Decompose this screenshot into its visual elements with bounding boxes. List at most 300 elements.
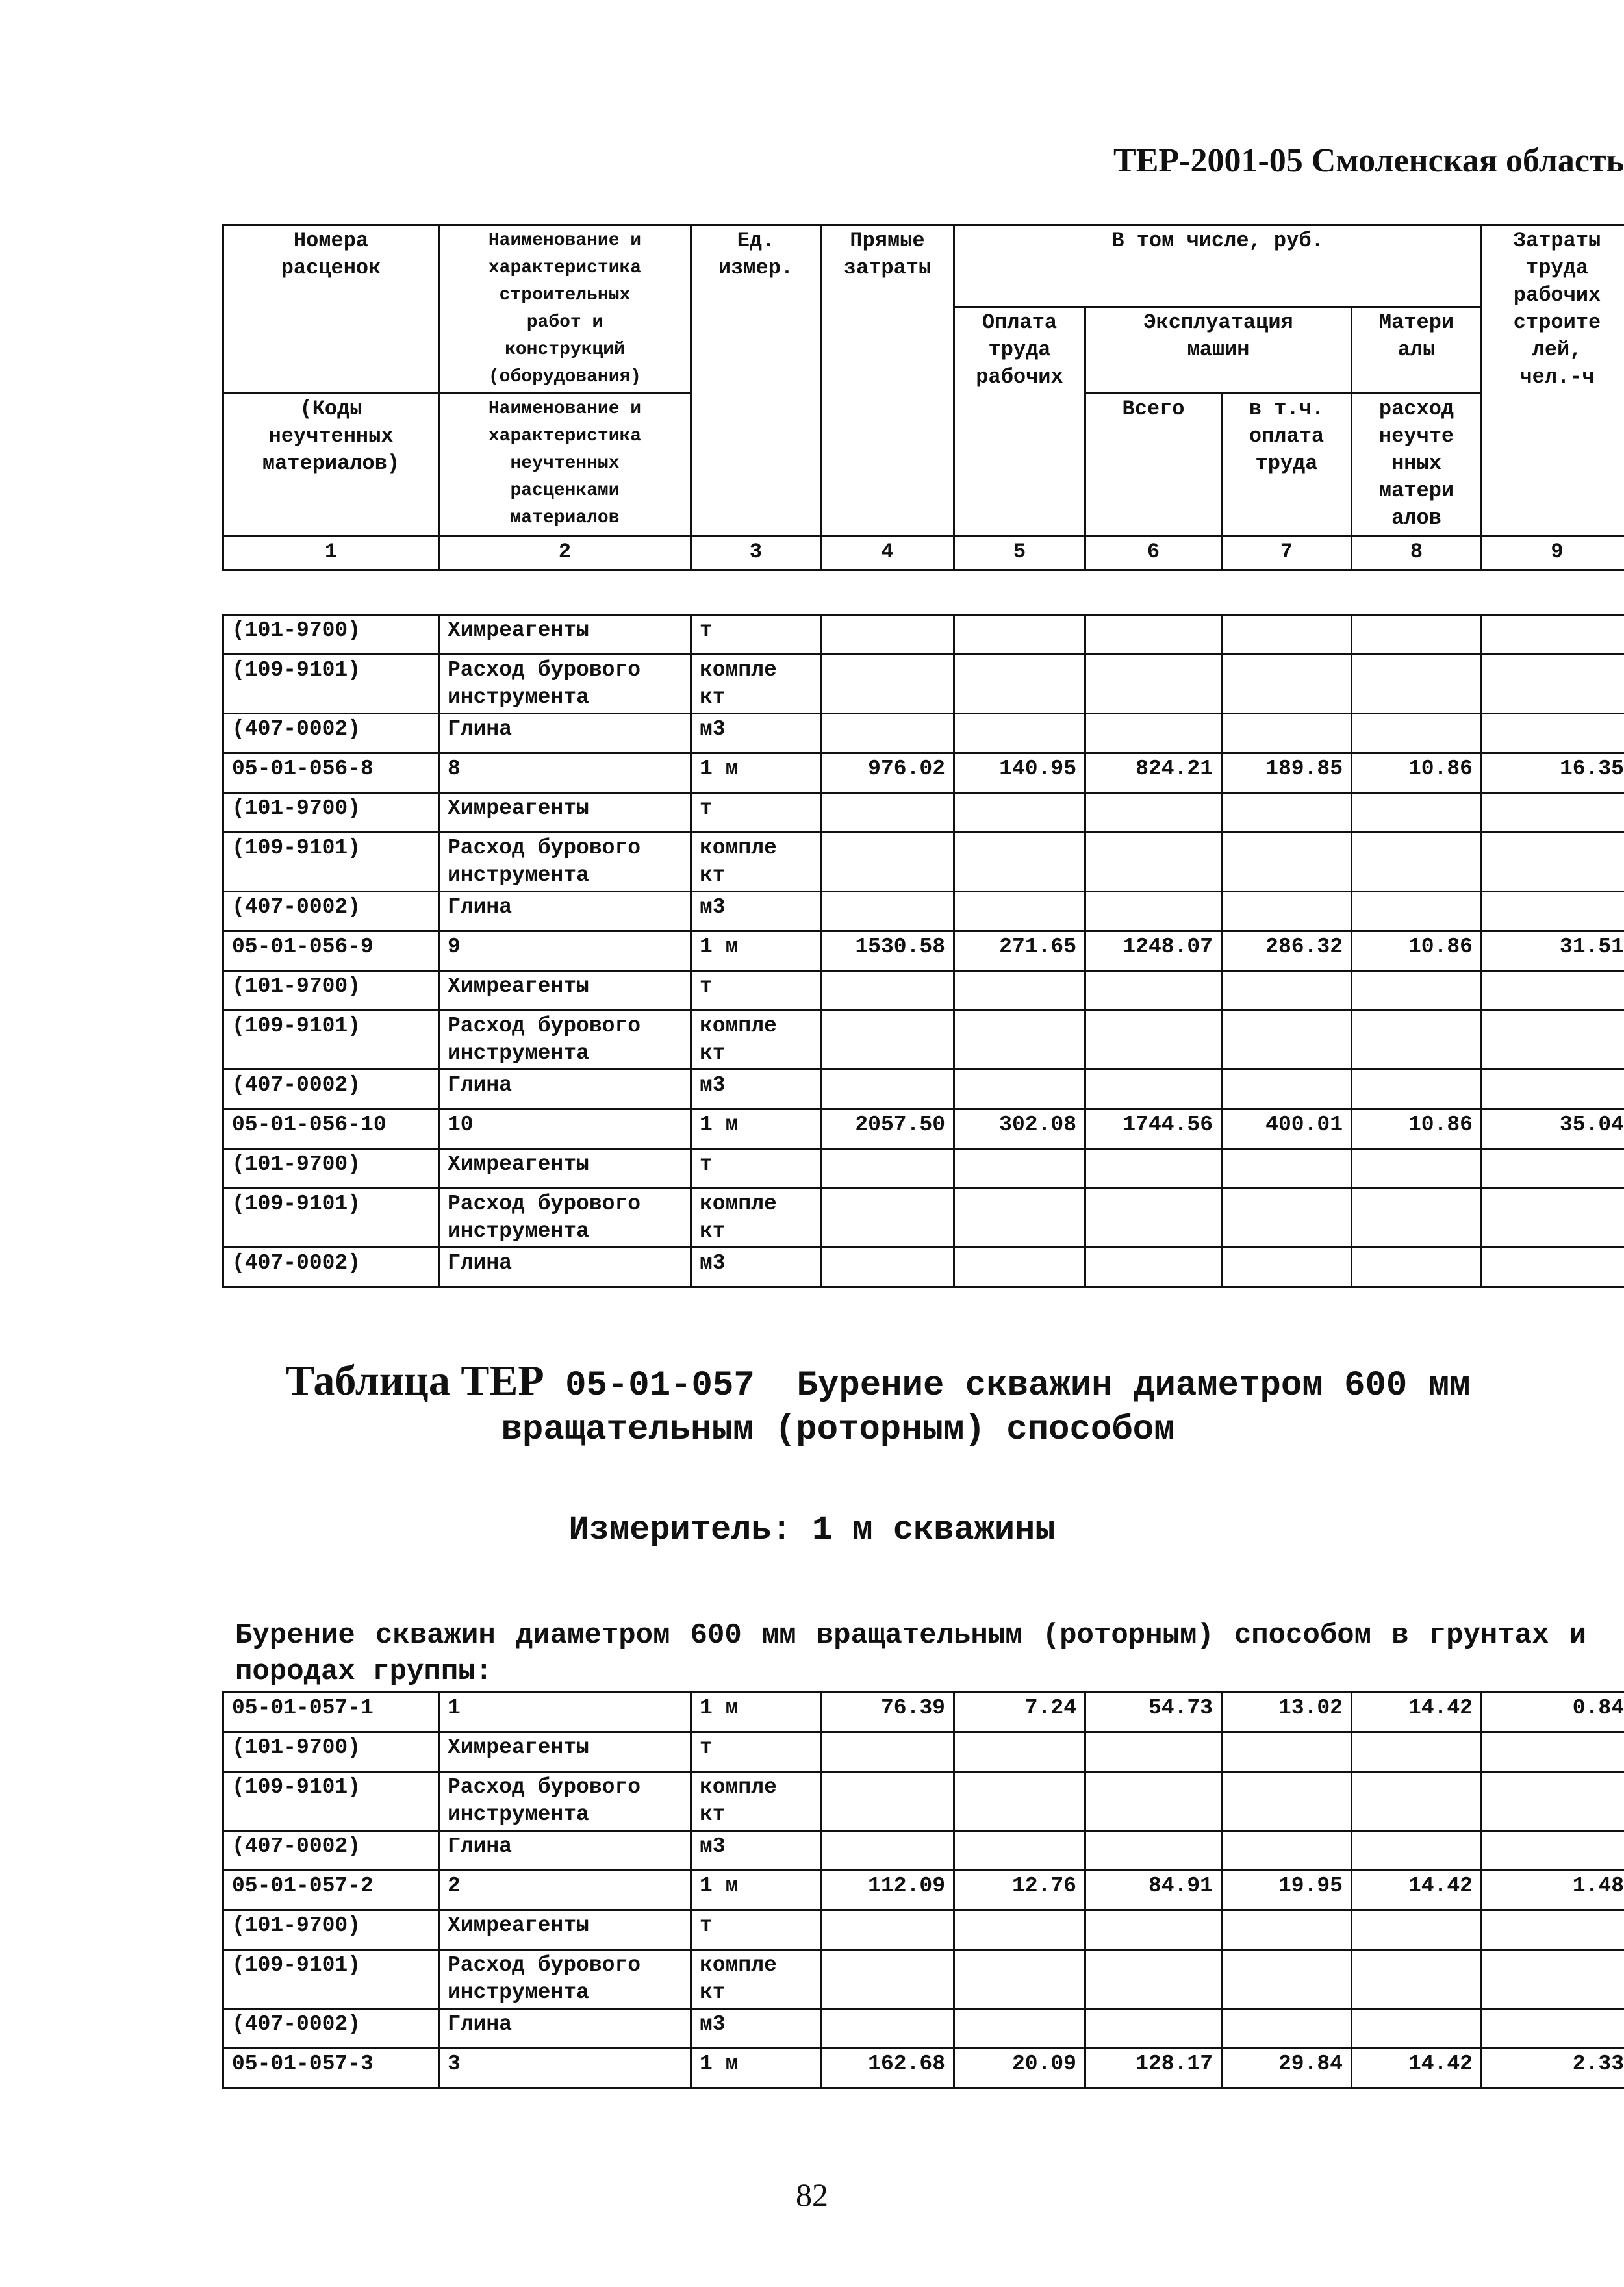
- wages-cell: [954, 1831, 1085, 1871]
- wages-cell: [954, 1910, 1085, 1950]
- name-line: Химреагенты: [448, 974, 589, 998]
- machine-wages-cell: 19.95: [1222, 1871, 1352, 1910]
- name-cell: [439, 2049, 691, 2088]
- machines-cell: [1085, 1011, 1222, 1070]
- unit-cell: [691, 1910, 821, 1950]
- materials-cell: [1352, 892, 1482, 931]
- direct-costs-cell: 112.09: [821, 1871, 954, 1910]
- name-cell: [439, 1732, 691, 1772]
- materials-cell: [1352, 1950, 1482, 2009]
- labor-cell: [1482, 615, 1624, 655]
- materials-cell: [1352, 1910, 1482, 1950]
- machines-cell: [1085, 1831, 1222, 1871]
- material-row: [223, 655, 1624, 714]
- name-line: Химреагенты: [448, 618, 589, 642]
- unit-cell: [691, 1871, 821, 1910]
- direct-costs-cell: 976.02: [821, 753, 954, 793]
- wages-cell: 140.95: [954, 753, 1085, 793]
- name-line: инструмента: [448, 1980, 589, 2004]
- unit-cell: [691, 1189, 821, 1248]
- material-row: [223, 833, 1624, 892]
- machine-wages-cell: [1222, 1248, 1352, 1287]
- unit-line: м3: [700, 1073, 726, 1097]
- direct-costs-cell: 162.68: [821, 2049, 954, 2088]
- machines-cell: 128.17: [1085, 2049, 1222, 2088]
- wages-cell: [954, 1189, 1085, 1248]
- header-line: Наименование и: [488, 399, 642, 419]
- direct-costs-cell: [821, 793, 954, 833]
- machines-cell: 1744.56: [1085, 1109, 1222, 1149]
- code-cell: 05-01-056-8: [223, 753, 439, 793]
- materials-cell: [1352, 1149, 1482, 1189]
- labor-cell: [1482, 655, 1624, 714]
- header-line: труда: [1255, 451, 1318, 475]
- name-cell: [439, 1189, 691, 1248]
- machines-cell: [1085, 833, 1222, 892]
- machines-cell: [1085, 655, 1222, 714]
- machine-wages-cell: [1222, 892, 1352, 931]
- labor-cell: 35.04: [1482, 1109, 1624, 1149]
- machines-cell: [1085, 1950, 1222, 2009]
- name-line: Расход бурового: [448, 1192, 641, 1216]
- name-line: Расход бурового: [448, 1014, 641, 1038]
- materials-cell: 10.86: [1352, 931, 1482, 971]
- name-line: Глина: [448, 1834, 513, 1858]
- labor-cell: [1482, 892, 1624, 931]
- labor-cell: [1482, 1772, 1624, 1831]
- code-cell: (101-9700): [223, 1910, 439, 1950]
- machines-cell: [1085, 793, 1222, 833]
- unit-cell: [691, 655, 821, 714]
- material-row: [223, 1831, 1624, 1871]
- header-line: неучте: [1378, 424, 1454, 448]
- header-line: матери: [1378, 479, 1454, 503]
- unit-line: 1 м: [700, 1113, 739, 1137]
- header-line: лей,: [1532, 338, 1582, 362]
- unit-line: компле: [700, 1775, 777, 1799]
- machine-wages-cell: [1222, 2009, 1352, 2049]
- name-line: Химреагенты: [448, 796, 589, 820]
- labor-cell: [1482, 1910, 1624, 1950]
- code-cell: 05-01-056-10: [223, 1109, 439, 1149]
- name-line: 1: [448, 1696, 461, 1720]
- unit-cell: [691, 1149, 821, 1189]
- unit-cell: [691, 1693, 821, 1732]
- header-line: работ и: [526, 312, 603, 333]
- header-line: характеристика: [488, 258, 642, 278]
- header-machine-operation: [1085, 307, 1352, 394]
- machine-wages-cell: [1222, 1910, 1352, 1950]
- materials-cell: [1352, 1189, 1482, 1248]
- rate-row: [223, 753, 1624, 793]
- header-line: машин: [1187, 338, 1250, 362]
- section-heading: [286, 1359, 1618, 1452]
- header-line: Матери: [1378, 310, 1454, 335]
- name-line: инструмента: [448, 1802, 589, 1826]
- name-line: инструмента: [448, 685, 589, 709]
- material-row: [223, 615, 1624, 655]
- unit-line: кт: [700, 1041, 726, 1065]
- direct-costs-cell: [821, 1189, 954, 1248]
- materials-cell: 14.42: [1352, 1871, 1482, 1910]
- header-material-codes: [223, 394, 439, 537]
- column-number: 3: [691, 537, 821, 570]
- header-machines-total: Всего: [1085, 394, 1222, 537]
- direct-costs-cell: [821, 714, 954, 753]
- name-cell: [439, 1693, 691, 1732]
- code-cell: (109-9101): [223, 1950, 439, 2009]
- name-line: Глина: [448, 1073, 513, 1097]
- unit-line: кт: [700, 1802, 726, 1826]
- unit-cell: [691, 833, 821, 892]
- material-row: [223, 1011, 1624, 1070]
- header-line: строительных: [499, 285, 631, 305]
- direct-costs-cell: 76.39: [821, 1693, 954, 1732]
- machine-wages-cell: [1222, 1772, 1352, 1831]
- column-number: 6: [1085, 537, 1222, 570]
- header-line: Номера: [293, 229, 369, 253]
- column-header-table: [222, 224, 1624, 571]
- unit-cell: [691, 714, 821, 753]
- code-cell: (407-0002): [223, 2009, 439, 2049]
- material-row: [223, 1950, 1624, 2009]
- unit-line: т: [700, 1152, 713, 1176]
- code-cell: (109-9101): [223, 1772, 439, 1831]
- unit-cell: [691, 1109, 821, 1149]
- name-cell: [439, 1011, 691, 1070]
- unit-line: компле: [700, 1192, 777, 1216]
- column-number: 8: [1352, 537, 1482, 570]
- material-row: [223, 1189, 1624, 1248]
- header-material-names: [439, 394, 691, 537]
- table-prefix: Таблица ТЕР: [286, 1357, 544, 1404]
- materials-cell: [1352, 615, 1482, 655]
- rates-table-057: [222, 1691, 1624, 2089]
- code-cell: (407-0002): [223, 714, 439, 753]
- materials-cell: [1352, 1070, 1482, 1109]
- unit-line: т: [700, 974, 713, 998]
- unit-cell: [691, 1011, 821, 1070]
- materials-cell: [1352, 1772, 1482, 1831]
- code-cell: 05-01-057-2: [223, 1871, 439, 1910]
- machines-cell: [1085, 1248, 1222, 1287]
- machine-wages-cell: 29.84: [1222, 2049, 1352, 2088]
- machine-wages-cell: [1222, 1149, 1352, 1189]
- unit-cell: [691, 793, 821, 833]
- direct-costs-cell: [821, 1011, 954, 1070]
- materials-cell: 10.86: [1352, 753, 1482, 793]
- name-line: Глина: [448, 717, 513, 741]
- name-line: Химреагенты: [448, 1736, 589, 1760]
- machines-cell: [1085, 615, 1222, 655]
- unit-cell: [691, 1772, 821, 1831]
- code-cell: (407-0002): [223, 892, 439, 931]
- header-line: расценок: [281, 256, 381, 280]
- name-line: Расход бурового: [448, 1953, 641, 1977]
- material-row: [223, 892, 1624, 931]
- header-line: труда: [1526, 256, 1589, 280]
- header-line: труда: [988, 338, 1051, 362]
- wages-cell: [954, 833, 1085, 892]
- material-row: [223, 1772, 1624, 1831]
- code-cell: (109-9101): [223, 655, 439, 714]
- unit-cell: [691, 753, 821, 793]
- name-line: 10: [448, 1113, 474, 1137]
- table-code: 05-01-057: [565, 1366, 755, 1406]
- labor-cell: [1482, 833, 1624, 892]
- header-line: Наименование и: [488, 231, 642, 251]
- materials-cell: 14.42: [1352, 2049, 1482, 2088]
- materials-cell: [1352, 655, 1482, 714]
- machine-wages-cell: [1222, 615, 1352, 655]
- name-cell: [439, 793, 691, 833]
- rate-row: [223, 1871, 1624, 1910]
- direct-costs-cell: [821, 971, 954, 1011]
- direct-costs-cell: [821, 1732, 954, 1772]
- machines-cell: [1085, 2009, 1222, 2049]
- name-line: 8: [448, 757, 461, 781]
- machine-wages-cell: [1222, 1950, 1352, 2009]
- header-line: алы: [1397, 338, 1436, 362]
- header-line: измер.: [718, 256, 794, 280]
- direct-costs-cell: [821, 833, 954, 892]
- labor-cell: [1482, 1950, 1624, 2009]
- materials-cell: [1352, 1831, 1482, 1871]
- header-labor-costs: [1482, 225, 1624, 537]
- direct-costs-cell: [821, 1950, 954, 2009]
- name-line: Химреагенты: [448, 1152, 589, 1176]
- unit-cell: [691, 2009, 821, 2049]
- name-cell: [439, 655, 691, 714]
- unit-cell: [691, 1831, 821, 1871]
- machines-cell: [1085, 1189, 1222, 1248]
- material-row: [223, 971, 1624, 1011]
- materials-cell: 10.86: [1352, 1109, 1482, 1149]
- direct-costs-cell: [821, 1149, 954, 1189]
- machine-wages-cell: 286.32: [1222, 931, 1352, 971]
- materials-cell: [1352, 971, 1482, 1011]
- code-cell: (109-9101): [223, 1011, 439, 1070]
- name-line: Глина: [448, 895, 513, 919]
- unit-line: м3: [700, 717, 726, 741]
- header-line: затраты: [843, 256, 932, 280]
- name-cell: [439, 931, 691, 971]
- material-row: [223, 1910, 1624, 1950]
- unit-cell: [691, 892, 821, 931]
- code-cell: (407-0002): [223, 1070, 439, 1109]
- name-cell: [439, 1831, 691, 1871]
- name-cell: [439, 1248, 691, 1287]
- machine-wages-cell: [1222, 1732, 1352, 1772]
- wages-cell: 302.08: [954, 1109, 1085, 1149]
- labor-cell: 1.48: [1482, 1871, 1624, 1910]
- material-row: [223, 714, 1624, 753]
- header-line: неучтенных: [268, 424, 394, 448]
- unit-line: т: [700, 618, 713, 642]
- name-line: Глина: [448, 2012, 513, 2036]
- header-line: Оплата: [982, 310, 1058, 335]
- name-cell: [439, 1772, 691, 1831]
- labor-cell: 31.51: [1482, 931, 1624, 971]
- column-number: 1: [223, 537, 439, 570]
- direct-costs-cell: [821, 655, 954, 714]
- header-line: нных: [1391, 451, 1441, 475]
- unit-line: кт: [700, 685, 726, 709]
- machine-wages-cell: [1222, 714, 1352, 753]
- wages-cell: [954, 1732, 1085, 1772]
- unit-line: т: [700, 1914, 713, 1938]
- header-machine-wages: [1222, 394, 1352, 537]
- wages-cell: [954, 971, 1085, 1011]
- code-cell: (407-0002): [223, 1248, 439, 1287]
- direct-costs-cell: [821, 615, 954, 655]
- direct-costs-cell: 2057.50: [821, 1109, 954, 1149]
- header-line: Прямые: [850, 229, 925, 253]
- header-unaccounted-materials: [1352, 394, 1482, 537]
- labor-cell: [1482, 1189, 1624, 1248]
- group-caption: Бурение скважин диаметром 600 мм вращательным (роторным) способом в грунтах и породах группы:: [235, 1619, 1586, 1688]
- direct-costs-cell: [821, 892, 954, 931]
- machine-wages-cell: [1222, 833, 1352, 892]
- machines-cell: 1248.07: [1085, 931, 1222, 971]
- header-line: расход: [1378, 397, 1454, 421]
- unit-cell: [691, 1070, 821, 1109]
- column-number: 4: [821, 537, 954, 570]
- code-cell: (101-9700): [223, 793, 439, 833]
- wages-cell: 20.09: [954, 2049, 1085, 2088]
- header-line: (Коды: [299, 397, 362, 421]
- wages-cell: [954, 1149, 1085, 1189]
- machine-wages-cell: [1222, 1189, 1352, 1248]
- code-cell: 05-01-057-1: [223, 1693, 439, 1732]
- header-line: в т.ч.: [1249, 397, 1325, 421]
- header-line: оплата: [1249, 424, 1325, 448]
- materials-cell: 14.42: [1352, 1693, 1482, 1732]
- materials-cell: [1352, 1248, 1482, 1287]
- unit-line: кт: [700, 1980, 726, 2004]
- header-line: алов: [1391, 506, 1441, 530]
- machines-cell: [1085, 1070, 1222, 1109]
- machine-wages-cell: 13.02: [1222, 1693, 1352, 1732]
- header-unit: [691, 225, 821, 537]
- name-cell: [439, 615, 691, 655]
- name-line: инструмента: [448, 1219, 589, 1243]
- wages-cell: [954, 714, 1085, 753]
- materials-cell: [1352, 833, 1482, 892]
- table-title-line1: Бурение скважин диаметром 600 мм: [796, 1366, 1471, 1406]
- column-number: 9: [1482, 537, 1624, 570]
- material-row: [223, 2009, 1624, 2049]
- machines-cell: [1085, 1732, 1222, 1772]
- header-line: конструкций: [505, 340, 625, 360]
- labor-cell: [1482, 1732, 1624, 1772]
- material-row: [223, 1070, 1624, 1109]
- code-cell: 05-01-057-3: [223, 2049, 439, 2088]
- header-line: Эксплуатация: [1143, 310, 1293, 335]
- direct-costs-cell: 1530.58: [821, 931, 954, 971]
- header-line: чел.-ч: [1519, 365, 1595, 389]
- name-cell: [439, 1871, 691, 1910]
- rate-row: [223, 1109, 1624, 1149]
- code-cell: (101-9700): [223, 615, 439, 655]
- code-cell: (109-9101): [223, 833, 439, 892]
- header-including: В том числе, руб.: [954, 225, 1482, 307]
- header-line: строите: [1513, 310, 1601, 335]
- unit-cell: [691, 1248, 821, 1287]
- unit-line: т: [700, 796, 713, 820]
- unit-line: м3: [700, 2012, 726, 2036]
- unit-cell: [691, 1950, 821, 2009]
- wages-cell: [954, 1248, 1085, 1287]
- unit-cell: [691, 1732, 821, 1772]
- unit-line: компле: [700, 1953, 777, 1977]
- wages-cell: 271.65: [954, 931, 1085, 971]
- unit-cell: [691, 931, 821, 971]
- wages-cell: [954, 1772, 1085, 1831]
- wages-cell: [954, 1011, 1085, 1070]
- materials-cell: [1352, 1011, 1482, 1070]
- direct-costs-cell: [821, 2009, 954, 2049]
- header-line: Затраты: [1513, 229, 1601, 253]
- name-cell: [439, 1950, 691, 2009]
- name-line: Расход бурового: [448, 658, 641, 682]
- unit-line: 1 м: [700, 757, 739, 781]
- code-cell: (101-9700): [223, 1149, 439, 1189]
- wages-cell: 7.24: [954, 1693, 1085, 1732]
- header-wages: [954, 307, 1085, 537]
- name-line: инструмента: [448, 863, 589, 887]
- rates-table-056: [222, 614, 1624, 1288]
- unit-cell: [691, 971, 821, 1011]
- direct-costs-cell: [821, 1772, 954, 1831]
- materials-cell: [1352, 714, 1482, 753]
- labor-cell: [1482, 2009, 1624, 2049]
- wages-cell: [954, 2009, 1085, 2049]
- machines-cell: 54.73: [1085, 1693, 1222, 1732]
- machines-cell: 824.21: [1085, 753, 1222, 793]
- unit-line: компле: [700, 658, 777, 682]
- name-cell: [439, 1910, 691, 1950]
- wages-cell: [954, 793, 1085, 833]
- page-number: 82: [796, 2177, 828, 2213]
- unit-line: 1 м: [700, 1874, 739, 1898]
- table-title-line2: вращательным (роторным) способом: [501, 1410, 1175, 1450]
- labor-cell: [1482, 1248, 1624, 1287]
- header-direct-costs: [821, 225, 954, 537]
- document-title: ТЕР-2001-05 Смоленская область: [1113, 142, 1624, 179]
- code-cell: (101-9700): [223, 1732, 439, 1772]
- code-cell: 05-01-056-9: [223, 931, 439, 971]
- header-line: (оборудования): [488, 367, 642, 387]
- labor-cell: 16.35: [1482, 753, 1624, 793]
- labor-cell: [1482, 1149, 1624, 1189]
- measure-unit: Измеритель: 1 м скважины: [568, 1511, 1056, 1549]
- name-line: 3: [448, 2052, 461, 2076]
- column-number: 2: [439, 537, 691, 570]
- name-cell: [439, 892, 691, 931]
- materials-cell: [1352, 793, 1482, 833]
- header-line: рабочих: [1513, 283, 1601, 307]
- labor-cell: 2.33: [1482, 2049, 1624, 2088]
- labor-cell: [1482, 793, 1624, 833]
- unit-line: кт: [700, 863, 726, 887]
- header-line: расценками: [510, 481, 620, 501]
- machines-cell: [1085, 1910, 1222, 1950]
- unit-line: 1 м: [700, 2052, 739, 2076]
- header-work-name: [439, 225, 691, 394]
- name-line: 2: [448, 1874, 461, 1898]
- rate-row: [223, 931, 1624, 971]
